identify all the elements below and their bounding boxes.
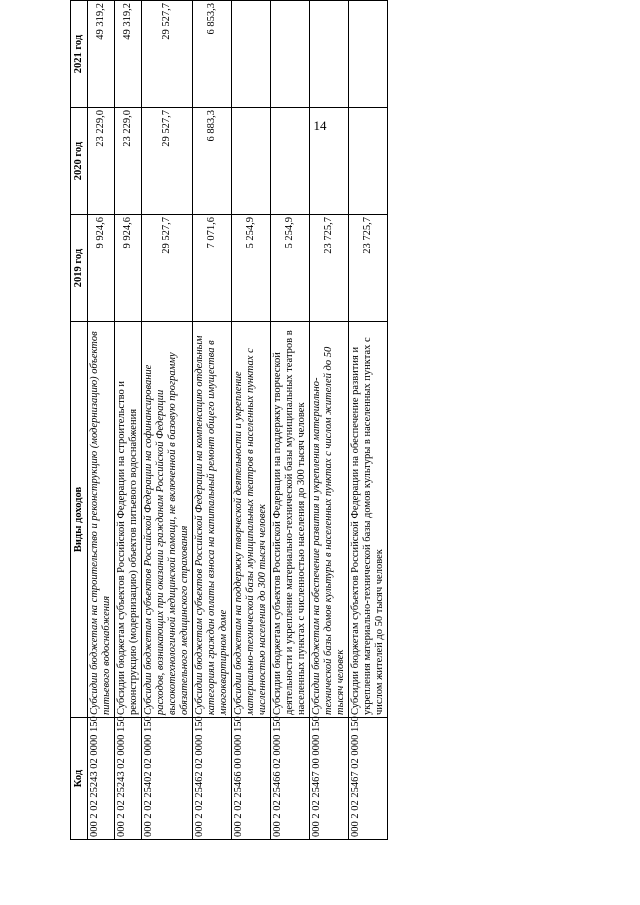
- row-code: 000 2 02 25402 02 0000 150: [142, 718, 193, 840]
- row-description: Субсидии бюджетам субъектов Российской Федерации на обеспечение развития и укрепления материально-технической базы домов культуры в населенных пунктах с числом жителей до 50 тысяч человек: [349, 322, 388, 718]
- row-value-2020: 23 229,0: [115, 108, 142, 215]
- row-value-2019: 7 071,6: [193, 215, 232, 322]
- row-code: 000 2 02 25243 02 0000 150: [88, 718, 115, 840]
- row-value-2021: 6 853,3: [193, 1, 232, 108]
- table-row: [310, 1, 349, 840]
- row-code: 000 2 02 25466 02 0000 150: [271, 718, 310, 840]
- row-value-2020: 6 883,3: [193, 108, 232, 215]
- row-value-2021: 49 319,2: [115, 1, 142, 108]
- row-value-2020: [349, 108, 388, 215]
- row-value-2019: 29 527,7: [142, 215, 193, 322]
- row-value-2020: 29 527,7: [142, 108, 193, 215]
- page-number: 14: [313, 118, 327, 133]
- table-row: [115, 1, 142, 840]
- row-description: Субсидии бюджетам на поддержку творческой деятельности и укрепление материально-технической базы муниципальных театров в населенных пунктах с численностью населения до 300 тысяч человек: [232, 322, 271, 718]
- table-row: [142, 1, 193, 840]
- row-value-2019: 5 254,9: [271, 215, 310, 322]
- header-2019: 2019 год: [71, 215, 88, 322]
- row-value-2021: [271, 1, 310, 108]
- table-row: [271, 1, 310, 840]
- row-value-2021: 49 319,2: [88, 1, 115, 108]
- row-value-2020: [310, 108, 349, 215]
- row-value-2021: 29 527,7: [142, 1, 193, 108]
- table-row: [349, 1, 388, 840]
- row-description: Субсидии бюджетам на строительство и реконструкцию (модернизацию) объектов питьевого водоснабжения: [88, 322, 115, 718]
- row-value-2019: 9 924,6: [88, 215, 115, 322]
- rotated-table-container: [70, 0, 590, 840]
- row-value-2020: [232, 108, 271, 215]
- row-value-2020: 23 229,0: [88, 108, 115, 215]
- row-code: 000 2 02 25243 02 0000 150: [115, 718, 142, 840]
- row-code: 000 2 02 25467 00 0000 150: [310, 718, 349, 840]
- row-description: Субсидии бюджетам субъектов Российской Федерации на компенсацию отдельным категориям граждан оплаты взноса на капитальный ремонт общего имущества в многоквартирном доме: [193, 322, 232, 718]
- row-description: Субсидии бюджетам субъектов Российской Федерации на поддержку творческой деятельности и укрепление материально-технической базы муниципальных театров в населенных пунктах с численностью населения до 300 тысяч человек: [271, 322, 310, 718]
- row-value-2020: [271, 108, 310, 215]
- table-row: [88, 1, 115, 840]
- row-value-2021: [310, 1, 349, 108]
- row-value-2021: [349, 1, 388, 108]
- table-header-row: [71, 1, 88, 840]
- table-row: [193, 1, 232, 840]
- row-value-2019: 23 725,7: [310, 215, 349, 322]
- row-value-2021: [232, 1, 271, 108]
- row-code: 000 2 02 25467 02 0000 150: [349, 718, 388, 840]
- header-2021: 2021 год: [71, 1, 88, 108]
- row-value-2019: 9 924,6: [115, 215, 142, 322]
- row-description: Субсидии бюджетам на обеспечение развития и укрепления материально-технической базы домов культуры в населенных пунктах с числом жителей до 50 тысяч человек: [310, 322, 349, 718]
- row-code: 000 2 02 25462 02 0000 150: [193, 718, 232, 840]
- header-code: Код: [71, 718, 88, 840]
- row-code: 000 2 02 25466 00 0000 150: [232, 718, 271, 840]
- header-kind: Виды доходов: [71, 322, 88, 718]
- header-2020: 2020 год: [71, 108, 88, 215]
- table-row: [232, 1, 271, 840]
- row-description: Субсидии бюджетам субъектов Российской Федерации на софинансирование расходов, возникающих при оказании гражданам Российской Федерации высокотехнологичной медицинской помощи, не включенной в базовую программу обязательного медицинского страхования: [142, 322, 193, 718]
- row-description: Субсидии бюджетам субъектов Российской Федерации на строительство и реконструкцию (модернизацию) объектов питьевого водоснабжения: [115, 322, 142, 718]
- row-value-2019: 23 725,7: [349, 215, 388, 322]
- row-value-2019: 5 254,9: [232, 215, 271, 322]
- revenue-table: [70, 0, 388, 840]
